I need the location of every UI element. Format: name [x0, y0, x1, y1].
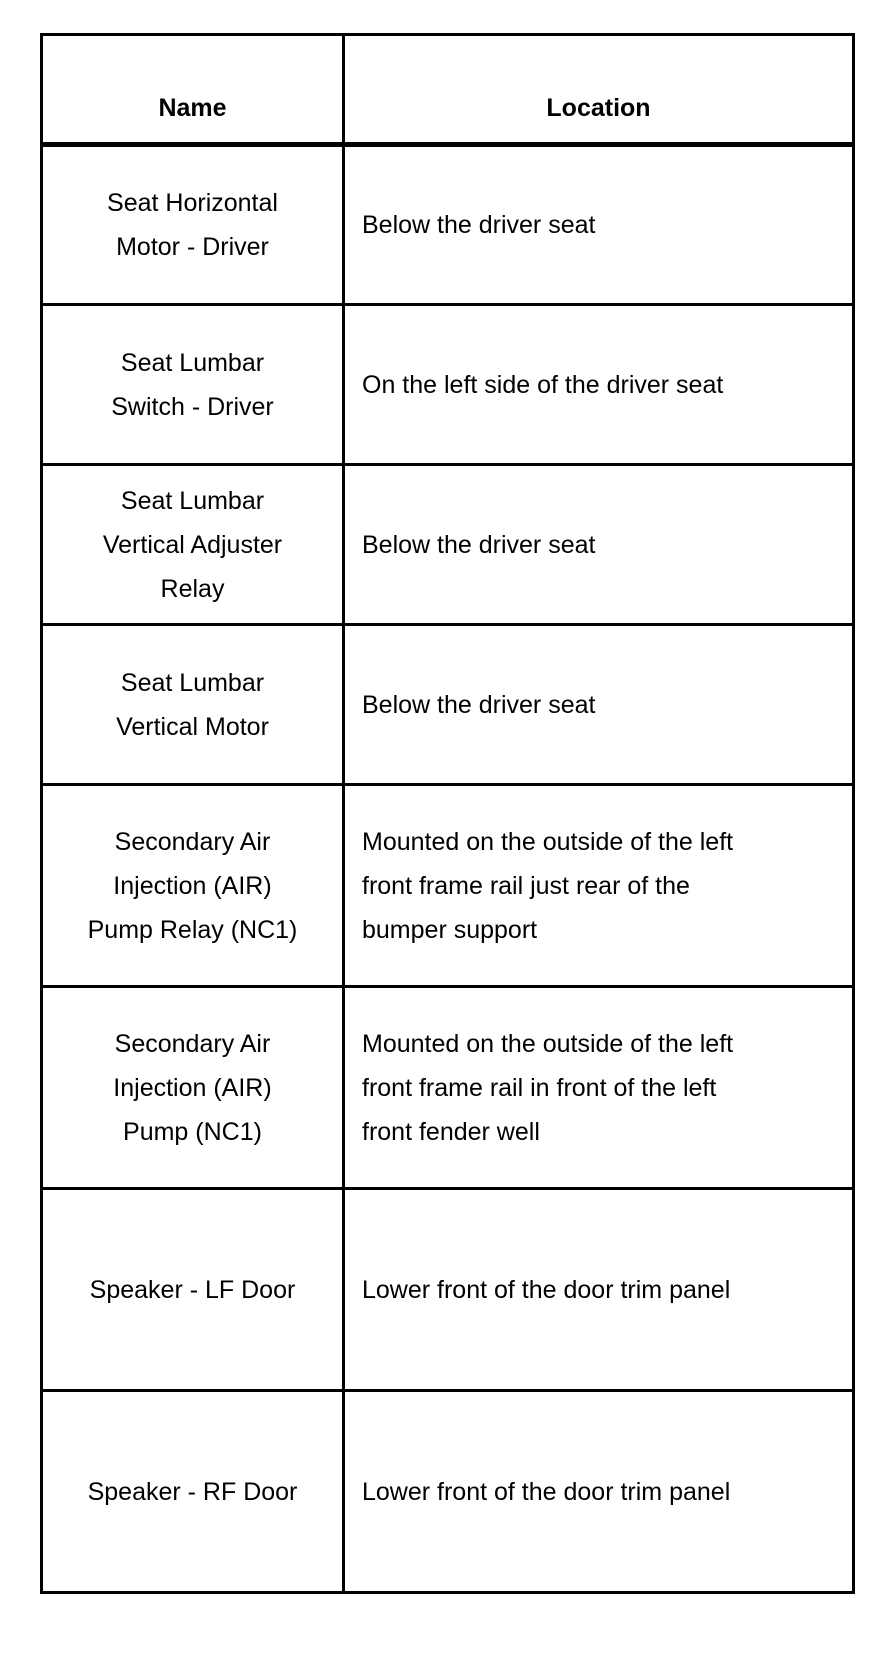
- name-cell: Speaker - RF Door: [42, 1391, 344, 1593]
- name-cell: Seat Horizontal Motor - Driver: [42, 145, 344, 305]
- name-cell: Secondary Air Injection (AIR) Pump (NC1): [42, 987, 344, 1189]
- table-row: [42, 625, 854, 785]
- location-cell: Below the driver seat: [344, 465, 854, 625]
- location-cell: Lower front of the door trim panel: [344, 1189, 854, 1391]
- table-row: [42, 145, 854, 305]
- header-location: Location: [344, 35, 854, 145]
- table-row: [42, 1189, 854, 1391]
- location-cell: Mounted on the outside of the left front frame rail in front of the left front fender well: [344, 987, 854, 1189]
- name-cell: Seat Lumbar Vertical Adjuster Relay: [42, 465, 344, 625]
- header-name: Name: [42, 35, 344, 145]
- name-cell: Secondary Air Injection (AIR) Pump Relay (NC1): [42, 785, 344, 987]
- component-location-table: [40, 33, 855, 1594]
- location-cell: Lower front of the door trim panel: [344, 1391, 854, 1593]
- table-header-row: [42, 35, 854, 145]
- location-cell: Below the driver seat: [344, 145, 854, 305]
- name-cell: Seat Lumbar Switch - Driver: [42, 305, 344, 465]
- location-cell: On the left side of the driver seat: [344, 305, 854, 465]
- table-row: [42, 305, 854, 465]
- name-cell: Seat Lumbar Vertical Motor: [42, 625, 344, 785]
- table-row: [42, 465, 854, 625]
- name-cell: Speaker - LF Door: [42, 1189, 344, 1391]
- location-cell: Mounted on the outside of the left front frame rail just rear of the bumper support: [344, 785, 854, 987]
- table-row: [42, 785, 854, 987]
- table-row: [42, 1391, 854, 1593]
- table-row: [42, 987, 854, 1189]
- location-cell: Below the driver seat: [344, 625, 854, 785]
